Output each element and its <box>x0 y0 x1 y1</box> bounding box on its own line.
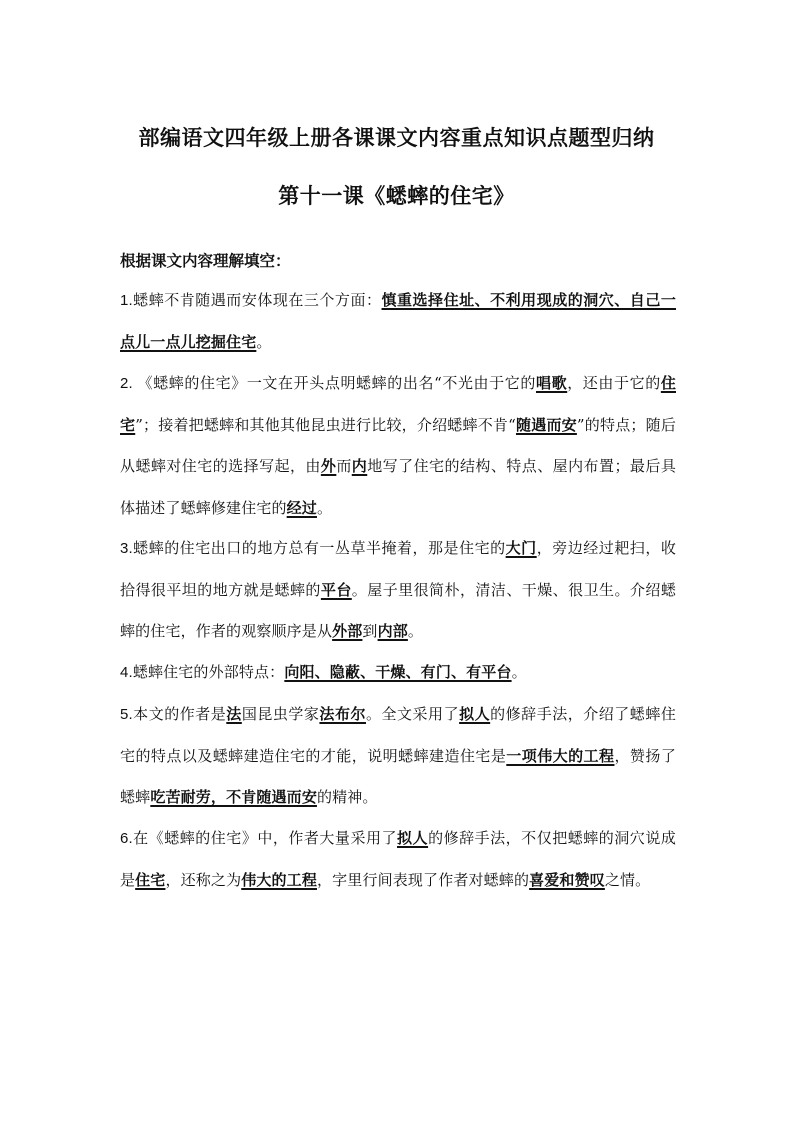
question-text: ，字里行间表现了作者对蟋蟀的 <box>317 870 530 889</box>
question-number: 5. <box>120 706 133 723</box>
question-text: ，还由于它的 <box>567 374 661 392</box>
question-1 <box>120 280 676 363</box>
answer-text: 喜爱和赞叹 <box>529 870 605 889</box>
question-number: 4. <box>120 664 133 681</box>
question-text: 的精神。 <box>316 788 378 806</box>
document-title: 部编语文四年级上册各课课文内容重点知识点题型归纳 <box>138 126 655 150</box>
question-text: 蟋蟀不肯随遇而安体现在三个方面： <box>132 291 382 309</box>
question-text: 到 <box>362 622 378 640</box>
question-text: 在《蟋蟀的住宅》中，作者大量采用了 <box>132 829 398 847</box>
question-5 <box>120 694 676 819</box>
question-number: 2. <box>120 375 138 392</box>
answer-text: 大门 <box>505 539 537 557</box>
question-text: 。 <box>316 498 333 517</box>
answer-text: 住宅 <box>120 374 676 434</box>
question-4 <box>120 652 676 694</box>
question-number: 3. <box>120 540 133 557</box>
question-2 <box>120 363 676 529</box>
question-text: 的修辞手法，不仅把蟋蟀的洞穴说成是 <box>120 829 676 889</box>
question-text: 的修辞手法，介绍了蟋蟀住宅的特点以及蟋蟀建造住宅的才能，说明蟋蟀建造住宅是 <box>120 705 676 765</box>
answer-text: 向阳、隐蔽、干燥、有门、有平台 <box>284 663 512 681</box>
question-number: 6. <box>120 830 133 847</box>
question-text: ”；接着把蟋蟀和其他其他昆虫进行比较，介绍蟋蟀不肯“ <box>135 415 516 434</box>
question-number: 1. <box>120 292 133 309</box>
question-text: 。 <box>256 332 272 351</box>
answer-text: 随遇而安 <box>515 415 577 434</box>
question-3 <box>120 528 676 653</box>
lesson-title: 第十一课《蟋蟀的住宅》 <box>278 184 515 208</box>
question-text: 。 <box>407 622 424 640</box>
answer-text: 经过 <box>286 498 317 517</box>
answer-text: 外 <box>320 457 337 475</box>
answer-text: 拟人 <box>459 705 491 723</box>
answer-text: 法布尔 <box>319 705 366 723</box>
question-text: 。 <box>511 663 527 681</box>
question-text: ，还称之为 <box>165 870 242 889</box>
question-text: 国昆虫学家 <box>241 705 320 723</box>
question-text: 地写了住宅的结构、特点、屋内布置；最后具体描述了蟋蟀修建住宅的 <box>120 457 676 517</box>
answer-text: 一项伟大的工程 <box>506 746 615 765</box>
question-text: ”的特点；随后从蟋蟀对住宅的选择写起，由 <box>120 415 676 475</box>
answer-text: 平台 <box>320 580 352 599</box>
question-text: ，旁边经过耙扫，收拾得很平坦的地方就是蟋蟀的 <box>120 539 676 599</box>
question-text: 而 <box>336 457 352 475</box>
answer-text: 住宅 <box>135 870 166 889</box>
question-text: 蟋蟀住宅的外部特点： <box>132 663 285 681</box>
answer-text: 伟大的工程 <box>241 870 317 889</box>
answer-text: 拟人 <box>397 829 429 847</box>
section-heading: 根据课文内容理解填空： <box>120 252 291 270</box>
answer-text: 内部 <box>377 622 408 640</box>
answer-text: 法 <box>226 705 242 723</box>
question-text: 之情。 <box>604 870 651 889</box>
answer-text: 慎重选择住址、不利用现成的洞穴、自己一点儿一点儿挖掘住宅 <box>120 291 676 351</box>
answer-text: 外部 <box>332 622 363 640</box>
question-text: 本文的作者是 <box>132 705 227 723</box>
question-text: 。全文采用了 <box>365 705 460 723</box>
question-text: 《蟋蟀的住宅》一文在开头点明蟋蟀的出名“不光由于它的 <box>137 374 536 392</box>
question-text: 蟋蟀的住宅出口的地方总有一丛草半掩着，那是住宅的 <box>132 539 506 557</box>
answer-text: 内 <box>351 457 368 475</box>
question-6 <box>120 818 676 901</box>
question-text: ，赞扬了蟋蟀 <box>120 746 676 806</box>
question-text: 。屋子里很简朴，清洁、干燥、很卫生。介绍蟋蟀的住宅，作者的观察顺序是从 <box>120 580 676 640</box>
answer-text: 吃苦耐劳，不肯随遇而安 <box>150 788 317 806</box>
answer-text: 唱歌 <box>535 374 568 392</box>
